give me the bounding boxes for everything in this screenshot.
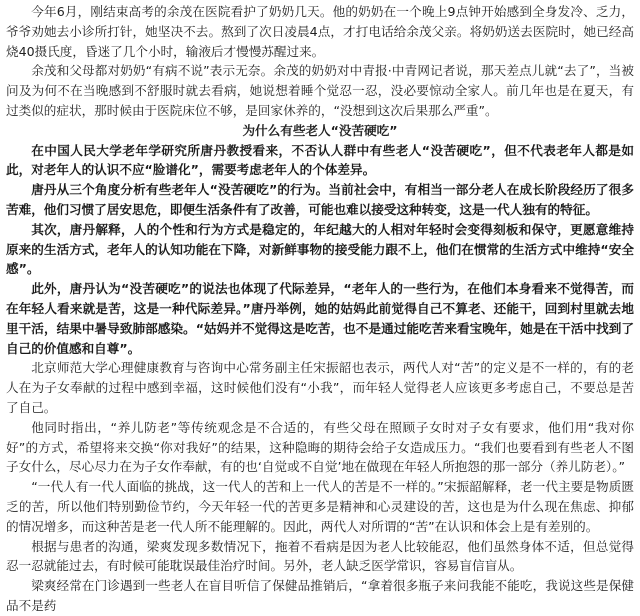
bold-paragraph-3: 其次，唐丹解释，人的个性和行为方式是稳定的，年纪越大的人相对年轻时会变得刻板和保守，更愿意维持原来的生活方式，老年人的认知功能在下降，对新鲜事物的接受能力跟不上，他们在惯常的生活方式中维持“安全感”。	[6, 221, 634, 277]
paragraph-1: 今年6月，刚结束高考的余茂在医院看护了奶奶几天。他的奶奶在一个晚上9点钟开始感到全身发冷、乏力，爷爷劝她去小诊所打针，她坚决不去。熬到了次日凌晨4点，才打电话给余茂父亲。将奶奶送去医院时，她已经高烧40摄氏度，昏迷了几个小时，输液后才慢慢苏醒过来。	[6, 4, 634, 59]
bold-paragraph-1: 在中国人民大学老年学研究所唐丹教授看来，不否认人群中有些老人“没苦硬吃”，但不代表老年人都是如此，对老年人的认识不应“脸谱化”，需要考虑老年人的个体差异。	[6, 142, 634, 178]
paragraph-3: 北京师范大学心理健康教育与咨询中心常务副主任宋振韶也表示，两代人对“苦”的定义是不一样的，有的老人在为子女奉献的过程中感到幸福，这时候他们没有“小我”，而年轻人觉得老人应该更多考虑自己，不要总是苦了自己。	[6, 360, 634, 415]
bold-paragraph-4: 此外，唐丹认为“没苦硬吃”的说法也体现了代际差异，“老年人的一些行为，在他们本身看来不觉得苦，而在年轻人看来就是苦，这是一种代际差异。”唐丹举例，她的姑妈此前觉得自己不算老、还能干，回到村里就去地里干活，结果中暑导致肺部感染。“姑妈并不觉得这是吃苦，也不是通过能吃苦来看宝晚年，她是在干活中找到了自己的价值感和自尊”。	[6, 281, 634, 356]
bold-paragraph-2: 唐丹从三个角度分析有些老年人“没苦硬吃”的行为。当前社会中，有相当一部分老人在成长阶段经历了很多苦难，他们习惯了居安思危，即便生活条件有了改善，可能也难以接受这种转变，这是一代人独有的特征。	[6, 182, 634, 217]
paragraph-7: 梁爽经常在门诊遇到一些老人在盲目听信了保健品推销后，“拿着很多瓶子来问我能不能吃，我说这些是保健品不是药	[6, 578, 634, 613]
paragraph-6: 根据与患者的沟通，梁爽发现多数情况下，拖着不看病是因为老人比较能忍，他们虽然身体不适，但总觉得忍一忍就能过去，有时候可能耽误最佳治疗时间。另外，老人缺乏医学常识，容易盲信盲从。	[6, 538, 634, 574]
paragraph-2: 余茂和父母都对奶奶“有病不说”表示无奈。余茂的奶奶对中青报·中青网记者说，那天差点儿就“去了”，当被问及为何不在当晚感到不舒服时就去看病，她说想着睡个觉忍一忍，没必要惊动全家人。前几年也是在夏天，有过类似的症状，那时候由于医院床位不够，是回家休养的，“没想到这次后果那么严重”。	[6, 63, 634, 118]
paragraph-5: “一代人有一代人面临的挑战，这一代人的苦和上一代人的苦是不一样的。”宋振韶解释，老一代主要是物质匮乏的苦，所以他们特别勤俭节约，今天年轻一代的苦更多是精神和心灵建设的苦，这也是为什么现在焦虑、抑郁的情况增多，而这种苦是老一代人所不能理解的。因此，两代人对所谓的“苦”在认识和体会上是有差别的。	[6, 479, 634, 534]
paragraph-4: 他同时指出，“养儿防老”等传统观念是不合适的，有些父母在照顾子女时对子女有要求，他们用“我对你好”的方式，希望将来交换“你对我好”的结果，这种隐晦的期待会给子女造成压力。“我们也要看到有些老人不图子女什么，尽心尽力在为子女作奉献，有的也‘自觉或不自觉’地在做现在年轻人所抱怨的那一部分（养儿防老）。”	[6, 419, 634, 475]
clipped-line-wrapper	[6, 576, 634, 613]
section-heading: 为什么有些老人“没苦硬吃”	[242, 122, 398, 138]
